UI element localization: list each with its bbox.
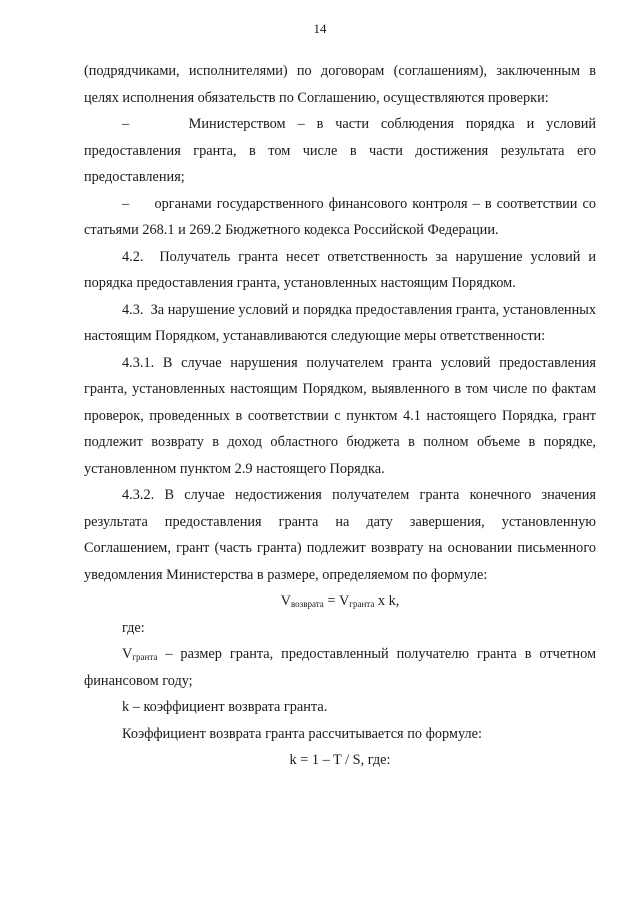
list-item-ministry: – Министерством – в части соблюдения порядка и условий предоставления гранта, в том числе в части достижения результата его предоставления; (84, 116, 596, 185)
paragraph-inspections-continued: (подрядчиками, исполнителями) по договорам (соглашениям), заключенным в целях исполнения обязательств по Соглашению, осуществляются проверки: (84, 63, 596, 106)
formula-return-amount: $V_{возврата} = V_{гранта}$ x k, (280, 593, 400, 609)
formula-coefficient: k = 1 – T / S, где: (289, 752, 391, 768)
paragraph-4-3-1: 4.3.1. В случае нарушения получателем гранта условий предоставления гранта, установленных настоящим Порядком, выявленного в том числе по фактам проверок, проведенных в соответствии с пунктом 4.1 настоящего Порядка, грант подлежит возврату в доход областного бюджета в полном объеме в порядке, установленном пунктом 2.9 настоящего Порядка. (84, 354, 596, 477)
paragraph-4-3-2: 4.3.2. В случае недостижения получателем гранта конечного значения результата предоставления гранта на дату завершения, установленную Соглашением, грант (часть гранта) подлежит возврату на основании письменного уведомления Министерства в размере, определяемом по формуле: (84, 487, 596, 583)
coefficient-intro: Коэффициент возврата гранта рассчитывается по формуле: (122, 725, 482, 742)
definition-k: k – коэффициент возврата гранта. (122, 699, 328, 715)
definition-v-grant: $V_{гранта}$ – размер гранта, предоставленный получателю гранта в отчетном финансовом году; (84, 646, 596, 689)
page-number: 14 (313, 21, 327, 36)
document-body (84, 58, 596, 774)
paragraph-4-3: 4.3. За нарушение условий и порядка предоставления гранта, установленных настоящим Порядком, устанавливаются следующие меры ответственности: (84, 301, 596, 344)
where-label: где: (122, 619, 145, 636)
paragraph-4-2: 4.2. Получатель гранта несет ответственность за нарушение условий и порядка предоставления гранта, установленных настоящим Порядком. (84, 248, 596, 291)
list-item-financial-control: – органами государственного финансового контроля – в соответствии со статьями 268.1 и 269.2 Бюджетного кодекса Российской Федерации. (84, 195, 596, 238)
